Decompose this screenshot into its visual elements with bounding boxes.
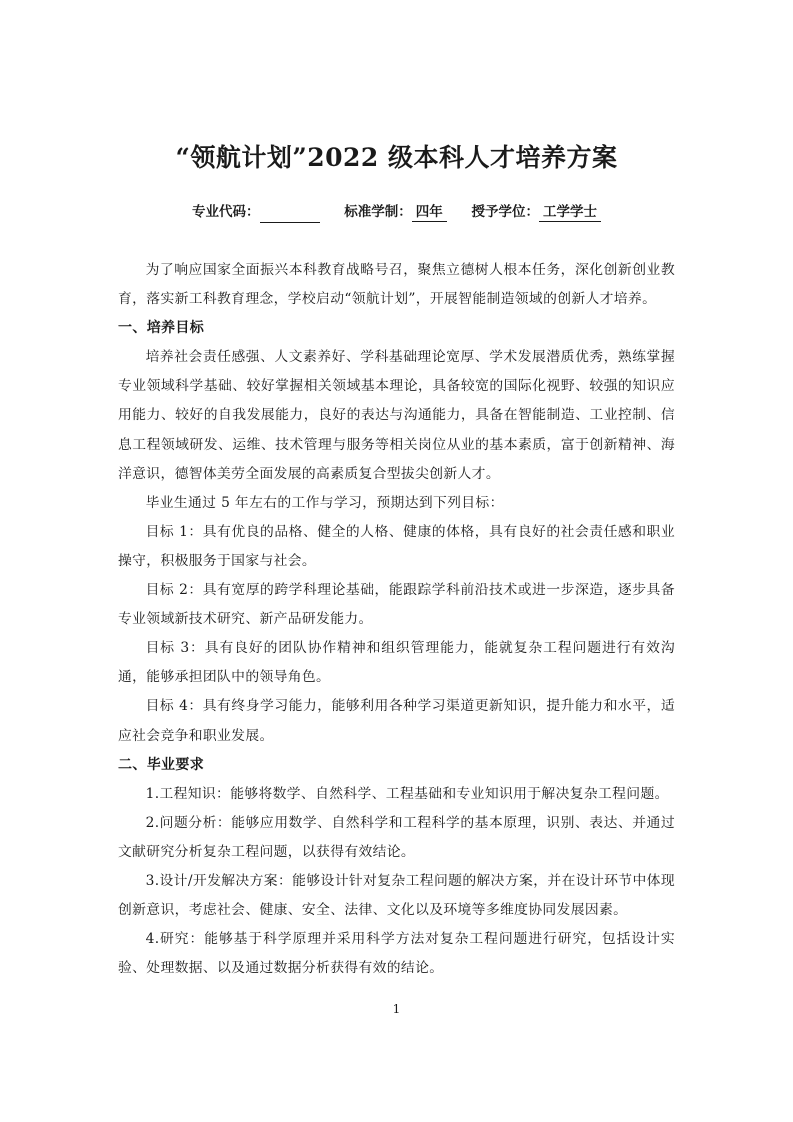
document-body [118,256,675,983]
goal-item: 目标 3：具有良好的团队协作精神和组织管理能力，能就复杂工程问题进行有效沟通，能够承担团队中的领导角色。 [118,640,675,686]
section-heading-requirements: 二、毕业要求 [118,756,205,773]
duration [344,204,447,220]
requirement-item: 2.问题分析：能够应用数学、自然科学和工程科学的基本原理，识别、表达、并通过文献研究分析复杂工程问题，以获得有效结论。 [118,814,675,860]
document-title: “领航计划”2022 级本科人才培养方案 [175,143,618,172]
major-code-label: 专业代码： [192,204,260,220]
goal-item: 目标 1：具有优良的品格、健全的人格、健康的体格，具有良好的社会责任感和职业操守，积极服务于国家与社会。 [118,523,675,569]
goal-item: 目标 2：具有宽厚的跨学科理论基础，能跟踪学科前沿技术或进一步深造，逐步具备专业领域新技术研究、新产品研发能力。 [118,582,675,628]
duration-label: 标准学制： [344,204,412,220]
major-code [192,204,320,220]
degree-label: 授予学位： [471,204,539,220]
program-meta [0,201,793,223]
objectives-paragraph: 培养社会责任感强、人文素养好、学科基础理论宽厚、学术发展潜质优秀，熟练掌握专业领域科学基础、较好掌握相关领域基本理论，具备较宽的国际化视野、较强的知识应用能力、较好的自我发展能力，良好的表达与沟通能力，具备在智能制造、工业控制、信息工程领域研发、运维、技术管理与服务等相关岗位从业的基本素质，富于创新精神、海洋意识，德智体美劳全面发展的高素质复合型拔尖创新人才。 [118,349,675,482]
major-code-blank [260,204,320,223]
requirement-item: 3.设计/开发解决方案：能够设计针对复杂工程问题的解决方案，并在设计环节中体现创新意识，考虑社会、健康、安全、法律、文化以及环境等多维度协同发展因素。 [118,872,675,919]
duration-value: 四年 [412,203,447,222]
page-number: 1 [392,1002,401,1016]
degree [471,204,601,220]
requirement-item: 4.研究：能够基于科学原理并采用科学方法对复杂工程问题进行研究，包括设计实验、处理数据、以及通过数据分析获得有效的结论。 [118,931,675,977]
degree-value: 工学学士 [539,203,601,222]
section-heading-objectives: 一、培养目标 [118,320,205,337]
requirement-item: 1.工程知识：能够将数学、自然科学、工程基础和专业知识用于解决复杂工程问题。 [145,785,669,802]
intro-paragraph: 为了响应国家全面振兴本科教育战略号召，聚焦立德树人根本任务，深化创新创业教育，落实新工科教育理念，学校启动“领航计划”，开展智能制造领域的创新人才培养。 [118,262,675,308]
goal-item: 目标 4：具有终身学习能力，能够利用各种学习渠道更新知识，提升能力和水平，适应社会竞争和职业发展。 [118,698,675,744]
objectives-intro: 毕业生通过 5 年左右的工作与学习，预期达到下列目标： [145,494,504,511]
